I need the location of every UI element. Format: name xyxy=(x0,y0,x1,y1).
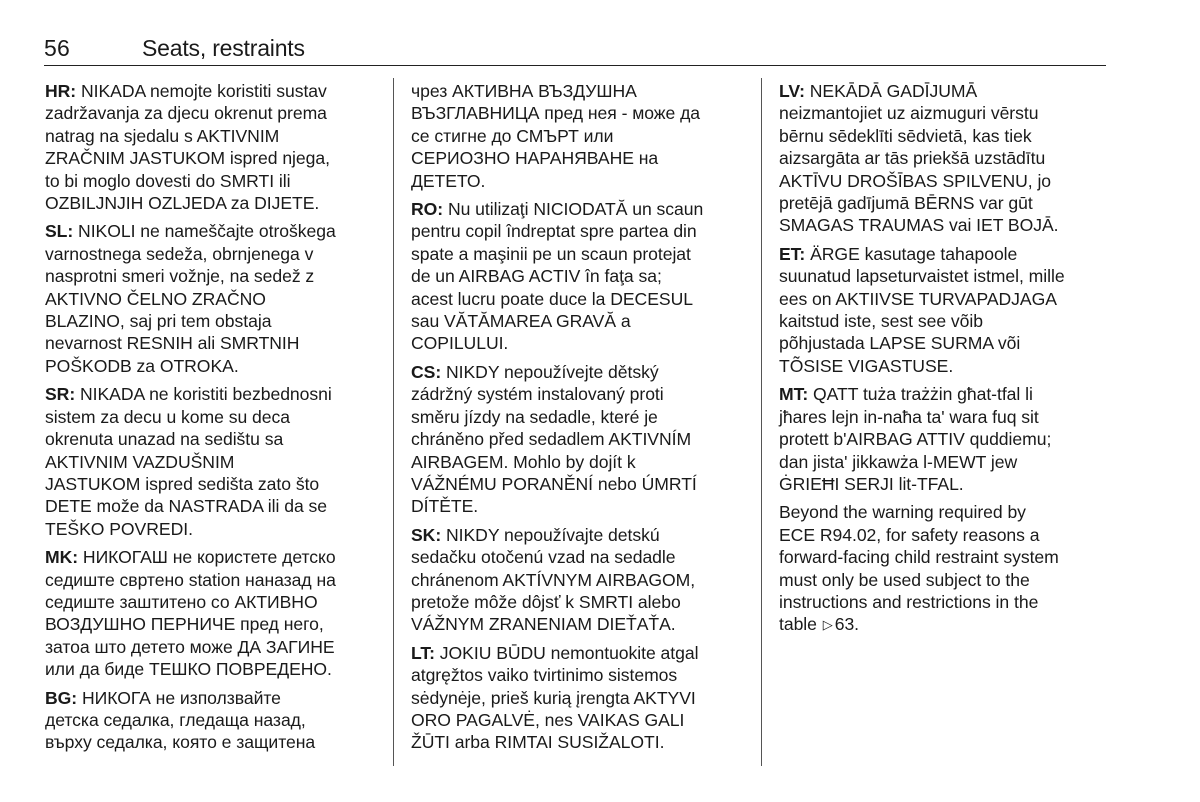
language-code: LV: xyxy=(779,81,805,101)
warning-sl: SL: NIKOLI ne nameščajte otroškega varnostnega sedeža, obrnjenega v nasprotni smeri vožnje, na sedež z AKTIVNO ČELNO ZRAČNO BLAZINO, saj pri tem obstaja nevarnost RESNIH ali SMRTNIH POŠKODB za OTROKA. xyxy=(45,221,336,376)
language-code: MT: xyxy=(779,384,809,405)
warning-hr: HR: NIKADA nemojte koristiti sustav zadržavanja za djecu okrenut prema natrag na sjedalu s AKTIVNIM ZRAČNIM JASTUKOM ispred njega, to bi moglo dovesti do SMRTI ili OZBILJNJIH OZLJEDA za DIJETE. xyxy=(45,81,330,214)
language-code: SK: xyxy=(411,524,442,545)
english-note: Beyond the warning required by ECE R94.02, for safety reasons a forward-facing child restraint system must only be used subject to the instructions and restrictions in the table ▷ 63. xyxy=(779,501,1109,636)
warning-lt: LT: JOKIU BŪDU nemontuokite atgal atgręžtos vaiko tvirtinimo sistemos sėdynėje, prieš kurią įrengta AKTYVI ORO PAGALVĖ, nes VAIKAS GALI ŽŪTI arba RIMTAI SUSIŽALOTI. xyxy=(411,642,699,753)
page-reference-arrow-icon: ▷ xyxy=(822,617,833,633)
warning-sr: SR: NIKADA ne koristiti bezbednosni sistem za decu u kome su deca okrenuta unazad na sedištu sa AKTIVNIM VAZDUŠNIM JASTUKOM ispred sedišta zato što DETE može da NASTRADA ili da se TEŠKO POVREDI. xyxy=(45,384,332,539)
warning-bg-continued: чрез АКТИВНА ВЪЗДУШНА ВЪЗГЛАВНИЦА пред нея - може да се стигне до СМЪРТ или СЕРИОЗНО НАРАНЯВАНЕ на ДЕТЕТО. xyxy=(411,81,701,191)
language-code: MK: xyxy=(45,547,79,568)
warning-cs: CS: NIKDY nepoužívejte dětský zádržný systém instalovaný proti směru jízdy na sedadle, které je chráněno před sedadlem AKTIVNÍM AIRBAGEM. Mohlo by dojít k VÁŽNÉMU PORANĚNÍ nebo ÚMRTÍ DÍTĚTE. xyxy=(411,361,697,517)
language-code: CS: xyxy=(411,361,442,382)
language-code: ET: xyxy=(779,243,806,264)
column-divider xyxy=(761,78,762,766)
warning-bg: BG: НИКОГА не използвайте детска седалка, гледаща назад, върху седалка, която е защитена xyxy=(45,687,316,753)
page-number: 56 xyxy=(44,35,70,61)
language-code: SR: xyxy=(45,384,76,405)
language-code: SL: xyxy=(45,221,74,242)
language-code: HR: xyxy=(45,81,77,101)
warning-sk: SK: NIKDY nepoužívajte detskú sedačku otočenú vzad na sedadle chránenom AKTÍVNYM AIRBAGOM, pretože môže dôjsť k SMRTI alebo VÁŽNYM ZRANENIAM DIEŤAŤA. xyxy=(411,524,696,635)
language-code: BG: xyxy=(45,687,78,708)
column-divider xyxy=(393,78,394,766)
page-reference-link[interactable]: 63. xyxy=(834,614,860,635)
language-code: LT: xyxy=(411,642,435,663)
page-header xyxy=(44,33,1106,66)
warning-lv: LV: NEKĀDĀ GADĪJUMĀ neizmantojiet uz aizmuguri vērstu bērnu sēdeklīti sēdvietā, kas tiek aizsargāta ar tās priekšā uzstādītu AKTĪVU DROŠĪBAS SPILVENU, jo pretējā gadījumā BĒRNS var gūt SMAGAS TRAUMAS vai IET BOJĀ. xyxy=(779,81,1059,236)
warning-ro: RO: Nu utilizaţi NICIODATĂ un scaun pentru copil îndreptat spre partea din spate a maşinii pe un scaun protejat de un AIRBAG ACTIV în faţa sa; acest lucru poate duce la DECESUL sau VĂTĂMAREA GRAVĂ a COPILULUI. xyxy=(411,199,704,354)
warning-mk: MK: НИКОГАШ не користете детско седиште свртено station наназад на седиште заштитено со АКТИВНО ВОЗДУШНО ПЕРНИЧЕ пред него, затоа што детето може ДА ЗАГИНЕ или да биде ТЕШКО ПОВРЕДЕНО. xyxy=(45,547,336,680)
column-1 xyxy=(45,80,380,760)
column-2 xyxy=(411,80,751,760)
warning-et: ET: ÄRGE kasutage tahapoole suunatud lapseturvaistet istmel, mille ees on AKTIIVSE TURVAPADJAGA kaitstud iste, sest see võib põhjustada LAPSE SURMA või TÕSISE VIGASTUSE. xyxy=(779,243,1065,376)
section-title: Seats, restraints xyxy=(142,35,305,61)
column-3 xyxy=(779,80,1109,643)
language-code: RO: xyxy=(411,199,444,220)
warning-mt: MT: QATT tuża trażżin għat-tfal li jħares lejn in-naħa ta' wara fuq sit protett b'AIRBAG ATTIV quddiemu; dan jista' jikkawża l-MEWT jew ĠRIEĦI SERJI lit-TFAL. xyxy=(779,384,1052,494)
